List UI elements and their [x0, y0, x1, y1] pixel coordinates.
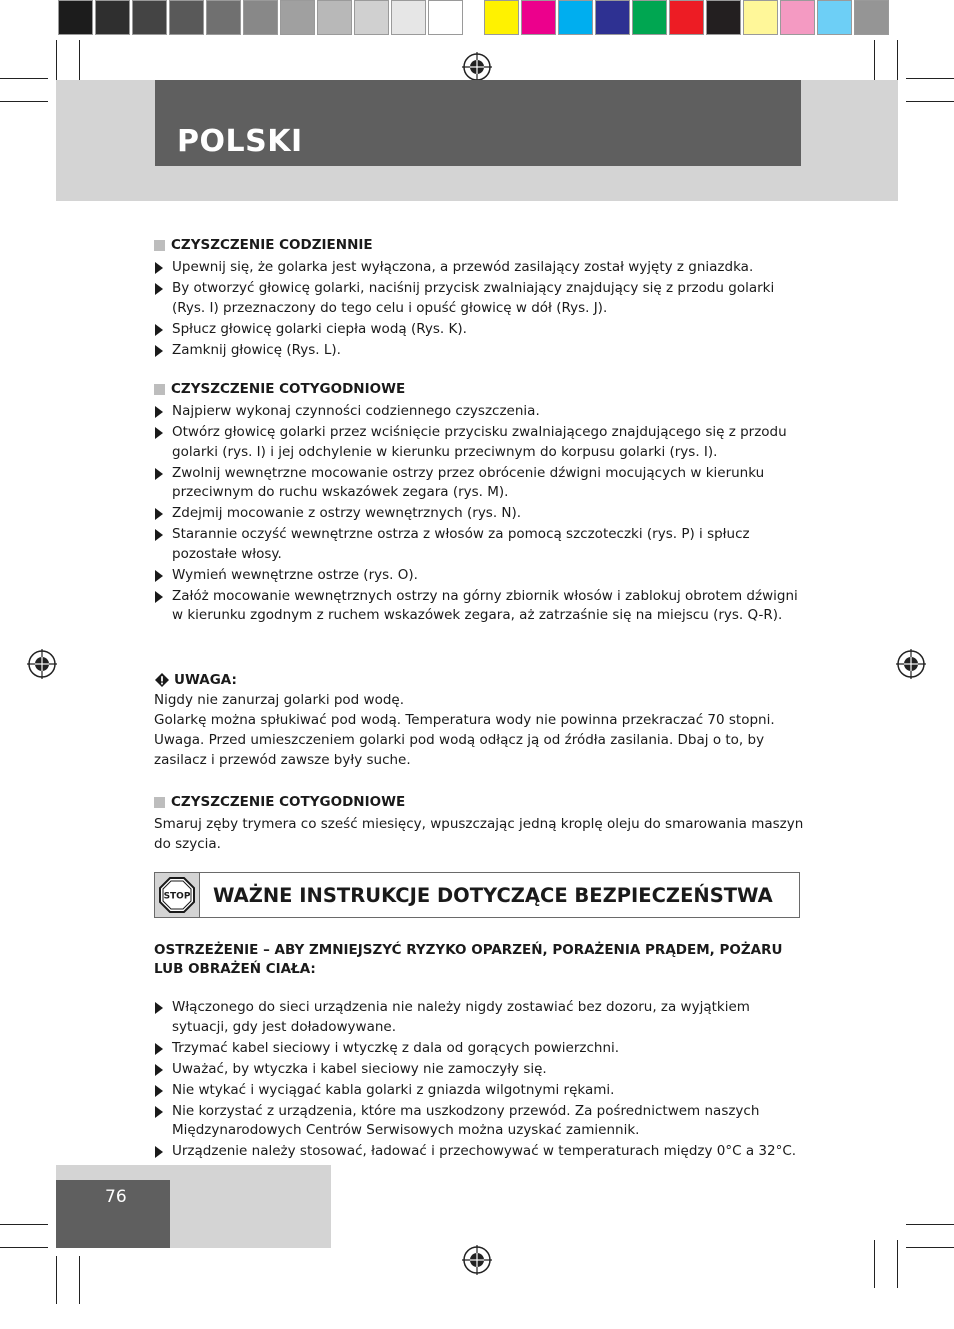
color-swatch [706, 0, 741, 35]
list-item: Uważać, by wtyczka i kabel sieciowy nie zamoczyły się. [154, 1060, 804, 1080]
safety-list [154, 998, 804, 1162]
color-swatch [280, 0, 315, 35]
process-color-bar [484, 0, 891, 38]
triangle-bullet-icon [155, 570, 163, 582]
daily-cleaning-section [154, 236, 804, 362]
color-swatch [484, 0, 519, 35]
triangle-bullet-icon [155, 1085, 163, 1097]
registration-mark-icon [27, 649, 57, 679]
section-heading: CZYSZCZENIE CODZIENNIE [154, 236, 804, 254]
triangle-bullet-icon [155, 1064, 163, 1076]
list-item: Upewnij się, że golarka jest wyłączona, a przewód zasilający został wyjęty z gniazdka. [154, 258, 804, 278]
color-swatch [95, 0, 130, 35]
daily-steps-list [154, 258, 804, 360]
warning-heading: UWAGA: [154, 672, 804, 688]
triangle-bullet-icon [155, 1043, 163, 1055]
crop-mark [874, 1240, 875, 1288]
color-swatch [58, 0, 93, 35]
triangle-bullet-icon [155, 283, 163, 295]
square-bullet-icon [154, 240, 165, 251]
color-swatch [317, 0, 352, 35]
triangle-bullet-icon [155, 529, 163, 541]
color-swatch [854, 0, 889, 35]
list-item: Nie wtykać i wyciągać kabla golarki z gniazda wilgotnymi rękami. [154, 1081, 804, 1101]
crop-mark [906, 78, 954, 79]
warning-text: Nigdy nie zanurzaj golarki pod wodę. [154, 692, 405, 708]
color-swatch [206, 0, 241, 35]
list-item: Zdejmij mocowanie z ostrzy wewnętrznych (rys. N). [154, 504, 804, 524]
color-swatch [521, 0, 556, 35]
triangle-bullet-icon [155, 406, 163, 418]
triangle-bullet-icon [155, 468, 163, 480]
color-swatch [132, 0, 167, 35]
warning-text: Golarkę można spłukiwać pod wodą. Temperatura wody nie powinna przekraczać 70 stopni. Uwaga. Przed umieszczeniem golarki pod wodą odłącz ją od źródła zasilania. Dbaj o to, by zasilacz i przewód zawsze były suche. [154, 712, 775, 768]
color-swatch [595, 0, 630, 35]
warning-diamond-icon [154, 672, 170, 688]
triangle-bullet-icon [155, 262, 163, 274]
square-bullet-icon [154, 384, 165, 395]
triangle-bullet-icon [155, 427, 163, 439]
color-swatch [558, 0, 593, 35]
triangle-bullet-icon [155, 508, 163, 520]
registration-mark-icon [462, 1245, 492, 1275]
triangle-bullet-icon [155, 345, 163, 357]
section-heading: CZYSZCZENIE COTYGODNIOWE [154, 793, 804, 811]
crop-mark [56, 1256, 57, 1304]
crop-mark [906, 1224, 954, 1225]
safety-section [154, 941, 804, 1163]
square-bullet-icon [154, 797, 165, 808]
crop-mark [0, 78, 48, 79]
color-swatch [743, 0, 778, 35]
triangle-bullet-icon [155, 1002, 163, 1014]
list-item: By otworzyć głowicę golarki, naciśnij przycisk zwalniający znajdujący się z przodu golarki (Rys. I) przeznaczony do tego celu i opuść głowicę w dół (Rys. J). [154, 279, 804, 318]
list-item: Najpierw wykonaj czynności codziennego czyszczenia. [154, 402, 804, 422]
color-swatch [428, 0, 463, 35]
list-item: Trzymać kabel sieciowy i wtyczkę z dala od gorących powierzchni. [154, 1039, 804, 1059]
registration-mark-icon [896, 649, 926, 679]
oiling-section [154, 793, 804, 854]
crop-mark [906, 101, 954, 102]
crop-mark [0, 101, 48, 102]
crop-mark [79, 1256, 80, 1304]
list-item: Zamknij głowicę (Rys. L). [154, 341, 804, 361]
weekly-cleaning-section [154, 380, 804, 627]
color-swatch [169, 0, 204, 35]
color-swatch [669, 0, 704, 35]
page-number: 76 [105, 1187, 127, 1207]
weekly-steps-list [154, 402, 804, 626]
crop-mark [906, 1247, 954, 1248]
header-title-box [155, 80, 801, 166]
gray-color-bar [58, 0, 465, 38]
page-title: POLSKI [177, 124, 303, 159]
crop-mark [897, 1240, 898, 1288]
warning-section [154, 672, 804, 770]
crop-mark [0, 1247, 48, 1248]
color-swatch [354, 0, 389, 35]
stop-sign-icon [158, 876, 196, 914]
color-swatch [817, 0, 852, 35]
oiling-text: Smaruj zęby trymera co sześć miesięcy, wpuszczając jedną kroplę oleju do smarowania maszyn do szycia. [154, 816, 804, 852]
triangle-bullet-icon [155, 591, 163, 603]
list-item: Urządzenie należy stosować, ładować i przechowywać w temperaturach między 0°C a 32°C. [154, 1142, 804, 1162]
triangle-bullet-icon [155, 1146, 163, 1158]
list-item: Wymień wewnętrzne ostrze (rys. O). [154, 566, 804, 586]
color-swatch [780, 0, 815, 35]
registration-mark-icon [462, 52, 492, 82]
list-item: Spłucz głowicę golarki ciepła wodą (Rys. K). [154, 320, 804, 340]
color-swatch [632, 0, 667, 35]
list-item: Zwolnij wewnętrzne mocowanie ostrzy przez obrócenie dźwigni mocujących w kierunku przeciwnym do ruchu wskazówek zegara (rys. M). [154, 464, 804, 503]
page-number-box [56, 1180, 170, 1248]
safety-title-box [154, 872, 800, 918]
list-item: Otwórz głowicę golarki przez wciśnięcie przycisku zwalniającego znajdującego się z przodu golarki (rys. I) i jej odchylenie w kierunku przeciwnym do korpusu golarki (rys. I). [154, 423, 804, 462]
safety-title: WAŻNE INSTRUKCJE DOTYCZĄCE BEZPIECZEŃSTWA [213, 884, 773, 907]
section-heading: CZYSZCZENIE COTYGODNIOWE [154, 380, 804, 398]
list-item: Nie korzystać z urządzenia, które ma uszkodzony przewód. Za pośrednictwem naszych Międzynarodowych Centrów Serwisowych można uzyskać zamiennik. [154, 1102, 804, 1141]
triangle-bullet-icon [155, 1106, 163, 1118]
list-item: Starannie oczyść wewnętrzne ostrza z włosów za pomocą szczoteczki (rys. P) i spłucz pozostałe włosy. [154, 525, 804, 564]
list-item: Załóż mocowanie wewnętrznych ostrzy na górny zbiornik włosów i zablokuj obrotem dźwigni w kierunku zgodnym z ruchem wskazówek zegara, aż zatrzaśnie się na miejscu (rys. Q-R). [154, 587, 804, 626]
color-swatch [391, 0, 426, 35]
list-item: Włączonego do sieci urządzenia nie należy nigdy zostawiać bez dozoru, za wyjątkiem sytuacji, gdy jest doładowywane. [154, 998, 804, 1037]
triangle-bullet-icon [155, 324, 163, 336]
stop-cell [155, 873, 200, 917]
color-swatch [243, 0, 278, 35]
svg-text:STOP: STOP [163, 891, 191, 902]
crop-mark [0, 1224, 48, 1225]
warning-caps-text: OSTRZEŻENIE – ABY ZMNIEJSZYĆ RYZYKO OPARZEŃ, PORAŻENIA PRĄDEM, POŻARU LUB OBRAŻEŃ CIAŁA: [154, 942, 783, 977]
